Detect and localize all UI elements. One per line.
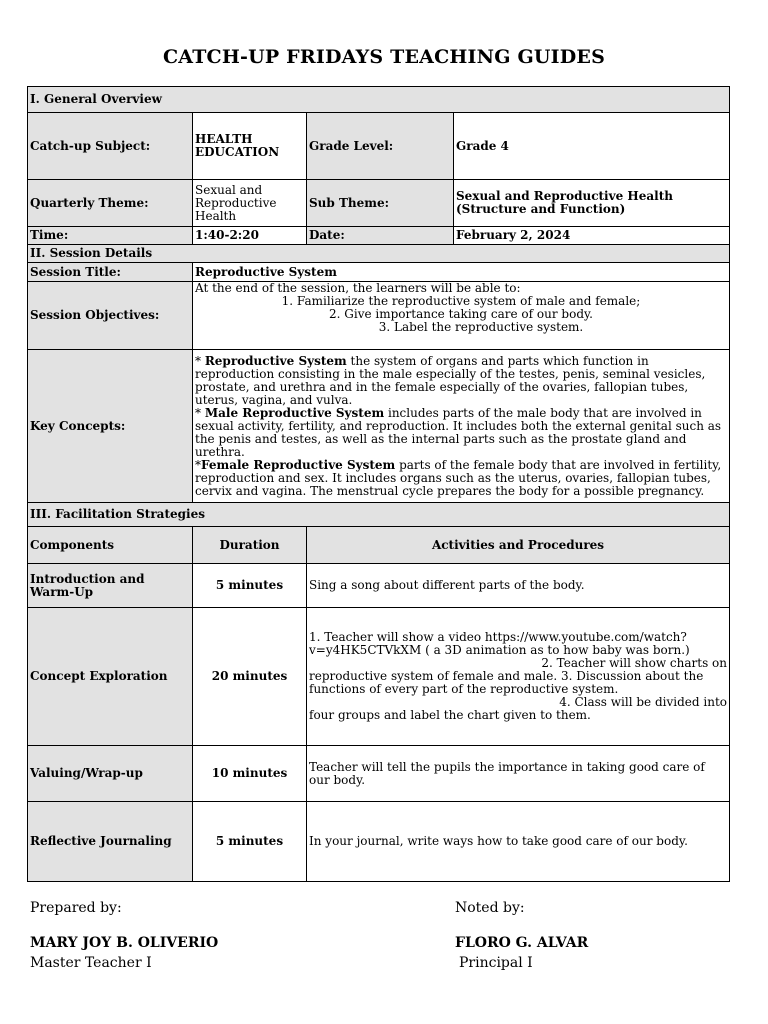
activity-line: 1. Teacher will show a video https://www.youtube.com/watch? bbox=[309, 630, 687, 644]
objectives-intro: At the end of the session, the learners will be able to: bbox=[195, 281, 521, 295]
section-general-overview: I. General Overview bbox=[28, 87, 730, 113]
key-concepts-row bbox=[28, 350, 730, 503]
activity-cell: Sing a song about different parts of the body. bbox=[307, 564, 730, 608]
duration-cell: 5 minutes bbox=[193, 564, 307, 608]
session-objectives-label: Session Objectives: bbox=[28, 282, 193, 350]
table-row bbox=[28, 802, 730, 882]
date-value: February 2, 2024 bbox=[454, 227, 730, 245]
activity-cell: In your journal, write ways how to take good care of our body. bbox=[307, 802, 730, 882]
duration-cell: 10 minutes bbox=[193, 746, 307, 802]
subject-value: HEALTH EDUCATION bbox=[193, 113, 307, 180]
time-label: Time: bbox=[28, 227, 193, 245]
table-row bbox=[28, 746, 730, 802]
session-title-value: Reproductive System bbox=[193, 263, 730, 282]
objective-item: 3. Label the reproductive system. bbox=[378, 320, 584, 334]
duration-cell: 5 minutes bbox=[193, 802, 307, 882]
activity-cell: Teacher will tell the pupils the importance in taking good care of our body. bbox=[307, 746, 730, 802]
section-facilitation: III. Facilitation Strategies bbox=[28, 503, 730, 527]
section-session-details-row bbox=[28, 245, 730, 263]
noted-by-role: Principal I bbox=[459, 955, 533, 971]
concept-reproductive bbox=[195, 355, 727, 407]
objective-item: 2. Give importance taking care of our body. bbox=[329, 307, 593, 321]
theme-value: Sexual and Reproductive Health bbox=[193, 180, 307, 227]
session-objectives-row bbox=[28, 282, 730, 350]
activity-line: 2. Teacher will show charts on bbox=[541, 656, 727, 670]
objective-item: 1. Familiarize the reproductive system of male and female; bbox=[281, 294, 641, 308]
session-title-row bbox=[28, 263, 730, 282]
noted-by-label: Noted by: bbox=[455, 900, 525, 916]
activity-line: four groups and label the chart given to them. bbox=[309, 708, 591, 722]
concept-text: includes parts of the male body that are involved in sexual activity, fertility, and reproduction. It includes both the external genital such as the penis and testes, as well as the internal parts such as the prostate gland and urethra. bbox=[195, 405, 722, 459]
session-objectives-value bbox=[193, 282, 730, 350]
activity-line: reproductive system of female and male. 3. Discussion about the bbox=[309, 669, 704, 683]
component-cell: Valuing/Wrap-up bbox=[28, 746, 193, 802]
activity-line: v=y4HK5CTVkXM ( a 3D animation as to how baby was born.) bbox=[309, 643, 690, 657]
prepared-by-label: Prepared by: bbox=[30, 900, 122, 916]
subject-label: Catch-up Subject: bbox=[28, 113, 193, 180]
facilitation-header-row bbox=[28, 527, 730, 564]
component-cell: Reflective Journaling bbox=[28, 802, 193, 882]
activity-cell bbox=[307, 608, 730, 746]
time-date-row bbox=[28, 227, 730, 245]
prepared-by-role: Master Teacher I bbox=[30, 955, 152, 971]
activity-line: 4. Class will be divided into bbox=[559, 695, 727, 709]
key-concepts-label: Key Concepts: bbox=[28, 350, 193, 503]
concept-text: parts of the female body that are involved in fertility, reproduction and sex. It includes organs such as the uterus, ovaries, fallopian tubes, cervix and vagina. The menstrual cycle prepares the body for a possible pregnancy. bbox=[195, 457, 722, 498]
objectives-list bbox=[195, 295, 727, 334]
section-general-overview-row bbox=[28, 87, 730, 113]
table-row bbox=[28, 564, 730, 608]
subtheme-label: Sub Theme: bbox=[307, 180, 454, 227]
teaching-guide-table bbox=[27, 86, 730, 882]
time-value: 1:40-2:20 bbox=[193, 227, 307, 245]
bullet-mark: * bbox=[195, 353, 205, 368]
bullet-mark: * bbox=[195, 457, 201, 472]
header-activities: Activities and Procedures bbox=[307, 527, 730, 564]
grade-value: Grade 4 bbox=[454, 113, 730, 180]
section-session-details: II. Session Details bbox=[28, 245, 730, 263]
concept-text: the system of organs and parts which function in reproduction consisting in the male especially of the testes, penis, seminal vesicles, prostate, and urethra and in the female especially of the ovaries, fallopian tubes, uterus, vagina, and vulva. bbox=[195, 353, 706, 407]
table-row bbox=[28, 608, 730, 746]
date-label: Date: bbox=[307, 227, 454, 245]
component-cell: Concept Exploration bbox=[28, 608, 193, 746]
component-cell: Introduction and Warm-Up bbox=[28, 564, 193, 608]
grade-label: Grade Level: bbox=[307, 113, 454, 180]
bullet-mark: * bbox=[195, 405, 205, 420]
prepared-by-name: MARY JOY B. OLIVERIO bbox=[30, 935, 219, 951]
document-title: CATCH-UP FRIDAYS TEACHING GUIDES bbox=[162, 46, 606, 68]
subject-grade-row bbox=[28, 113, 730, 180]
header-components: Components bbox=[28, 527, 193, 564]
noted-by-name: FLORO G. ALVAR bbox=[455, 935, 589, 951]
concept-term: Reproductive System bbox=[204, 353, 347, 368]
duration-cell: 20 minutes bbox=[193, 608, 307, 746]
concept-term: Female Reproductive System bbox=[201, 457, 396, 472]
header-duration: Duration bbox=[193, 527, 307, 564]
concept-term: Male Reproductive System bbox=[204, 405, 385, 420]
theme-label: Quarterly Theme: bbox=[28, 180, 193, 227]
section-facilitation-row bbox=[28, 503, 730, 527]
concept-female bbox=[195, 459, 727, 498]
activity-line: functions of every part of the reproductive system. bbox=[309, 682, 619, 696]
key-concepts-value bbox=[193, 350, 730, 503]
session-title-label: Session Title: bbox=[28, 263, 193, 282]
subtheme-value: Sexual and Reproductive Health (Structure and Function) bbox=[454, 180, 730, 227]
concept-male bbox=[195, 407, 727, 459]
theme-row bbox=[28, 180, 730, 227]
